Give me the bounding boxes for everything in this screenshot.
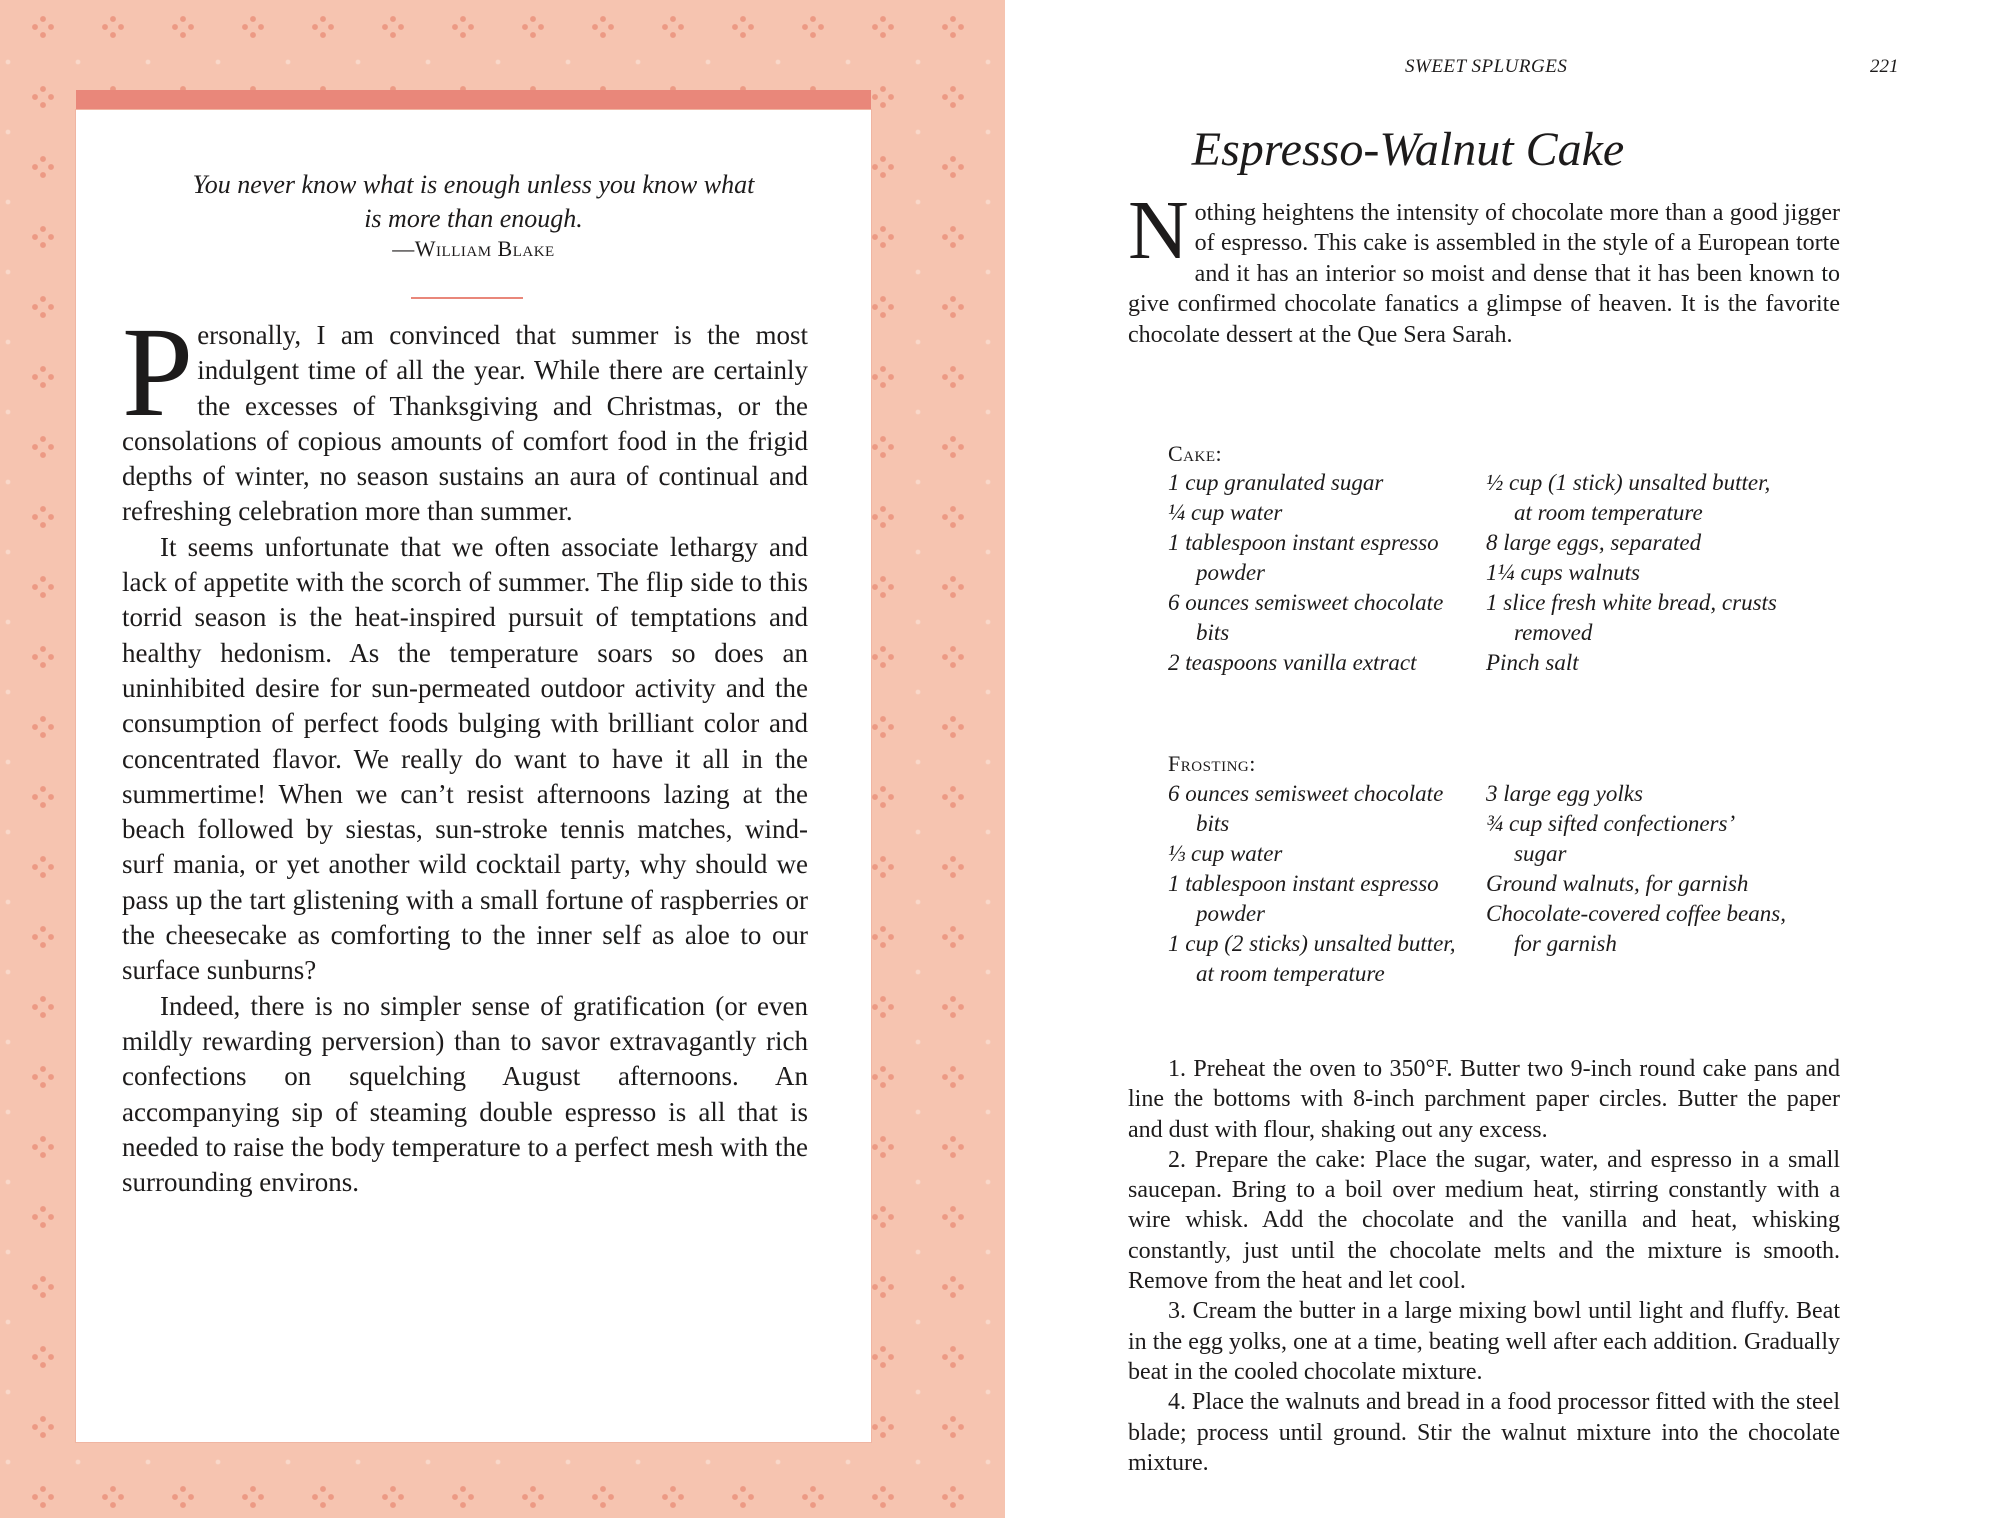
- frosting-ingredients-col-2: [1486, 779, 1786, 959]
- epigraph-attribution: —William Blake: [392, 236, 555, 261]
- ingredient-item: 1 cup granulated sugar: [1168, 470, 1384, 495]
- running-head: SWEET SPLURGES: [1405, 56, 1568, 77]
- recipe-title: Espresso-Walnut Cake: [1191, 123, 1625, 176]
- page-number: 221: [1870, 56, 1899, 77]
- cake-ingredients-heading: Cake:: [1168, 441, 1223, 466]
- ingredient-item: ¾ cup sifted confectioners’ sugar: [1486, 811, 1733, 866]
- quote-card: [76, 110, 871, 1442]
- top-band: [76, 90, 871, 112]
- intro-text: othing heightens the intensity of chocolate more than a good jigger of espresso. This cake is assembled in the style of a European torte and it has an interior so moist and dense that it has been known to give confirmed chocolate fanatics a glimpse of heaven. It is the favorite chocolate dessert at the Que Sera Sarah.: [1128, 200, 1840, 348]
- ingredient-item: 6 ounces semisweet chocolate bits: [1168, 781, 1444, 836]
- essay-paragraph-2: It seems unfortunate that we often associate lethargy and lack of appetite with the scorch of summer. The flip side to this torrid season is the heat-inspired pursuit of temptations and healthy hedonism. As the temperature soars so does an uninhibited desire for sun-permeated outdoor activity and the consumption of perfect foods bulging with brilliant color and concentrated flavor. We really do want to have it all in the summertime! When we can’t resist afternoons lazing at the beach followed by siestas, sun-stroke tennis matches, wind-surf mania, or yet another wild cocktail party, why should we pass up the tart glistening with a small fortune of raspberries or the cheesecake as comforting to the inner self as aloe to our surface sunburns?: [122, 531, 808, 986]
- epigraph-line-1: You never know what is enough unless you know what: [192, 170, 755, 199]
- epigraph-line-2: is more than enough.: [364, 204, 583, 233]
- frosting-ingredients-col-1: [1168, 779, 1468, 989]
- ingredient-item: 3 large egg yolks: [1486, 781, 1643, 806]
- recipe-step: 1. Preheat the oven to 350°F. Butter two 9-inch round cake pans and line the bottoms with 8-inch parchment paper circles. Butter the paper and dust with flour, shaking out any excess.: [1128, 1056, 1840, 1143]
- ingredient-item: Ground walnuts, for garnish: [1486, 871, 1749, 896]
- recipe-step: 2. Prepare the cake: Place the sugar, water, and espresso in a small saucepan. Bring to a boil over medium heat, stirring constantly with a wire whisk. Add the chocolate and the vanilla and heat, whisking constantly, just until the chocolate melts and the mixture is smooth. Remove from the heat and let cool.: [1128, 1146, 1840, 1295]
- recipe-step: 4. Place the walnuts and bread in a food processor fitted with the steel blade; process until ground. Stir the walnut mixture into the chocolate mixture.: [1128, 1389, 1840, 1476]
- ingredient-item: ⅓ cup water: [1168, 841, 1283, 866]
- ingredient-item: Pinch salt: [1486, 650, 1579, 675]
- essay-paragraph-1: ersonally, I am convinced that summer is the most indulgent time of all the year. While there are certainly the excesses of Thanksgiving and Christmas, or the consolations of copious amounts of comfort food in the frigid depths of winter, no season sustains an aura of continual and refreshing celebration more than summer.: [122, 320, 808, 527]
- ingredient-item: 1 cup (2 sticks) unsalted butter, at room temperature: [1168, 931, 1456, 986]
- cake-ingredients-col-1: [1168, 468, 1468, 678]
- frosting-ingredients-heading: Frosting:: [1168, 751, 1256, 776]
- recipe-intro: [1128, 184, 1840, 350]
- divider: [411, 297, 523, 299]
- recipe-step: 3. Cream the butter in a large mixing bowl until light and fluffy. Beat in the egg yolks, one at a time, beating well after each addition. Gradually beat in the cooled chocolate mixture.: [1128, 1298, 1840, 1385]
- essay-paragraph-3: Indeed, there is no simpler sense of gratification (or even mildly rewarding perversion) than to savor extravagantly rich confections on squelching August afternoons. An accompanying sip of steaming double espresso is all that is needed to raise the body temperature to a perfect mesh with the surrounding environs.: [122, 990, 808, 1198]
- drop-cap: N: [1128, 184, 1189, 277]
- recipe-steps: [1128, 1054, 1840, 1478]
- ingredient-item: ¼ cup water: [1168, 500, 1283, 525]
- ingredient-item: 1 slice fresh white bread, crusts removed: [1486, 590, 1777, 645]
- ingredient-item: 8 large eggs, separated: [1486, 530, 1702, 555]
- ingredient-item: 1¼ cups walnuts: [1486, 560, 1640, 585]
- ingredient-item: 6 ounces semisweet chocolate bits: [1168, 590, 1444, 645]
- cake-ingredients-col-2: [1486, 468, 1786, 678]
- drop-cap: P: [122, 301, 194, 443]
- ingredient-item: 2 teaspoons vanilla extract: [1168, 650, 1417, 675]
- intro-paragraph: [1128, 184, 1840, 350]
- epigraph: [76, 168, 871, 236]
- essay-paragraph: [122, 301, 808, 530]
- essay: [122, 301, 808, 1200]
- ingredient-item: ½ cup (1 stick) unsalted butter, at room temperature: [1486, 470, 1771, 525]
- ingredient-item: Chocolate-covered coffee beans, for garnish: [1486, 901, 1786, 956]
- ingredient-item: 1 tablespoon instant espresso powder: [1168, 871, 1439, 926]
- ingredient-item: 1 tablespoon instant espresso powder: [1168, 530, 1439, 585]
